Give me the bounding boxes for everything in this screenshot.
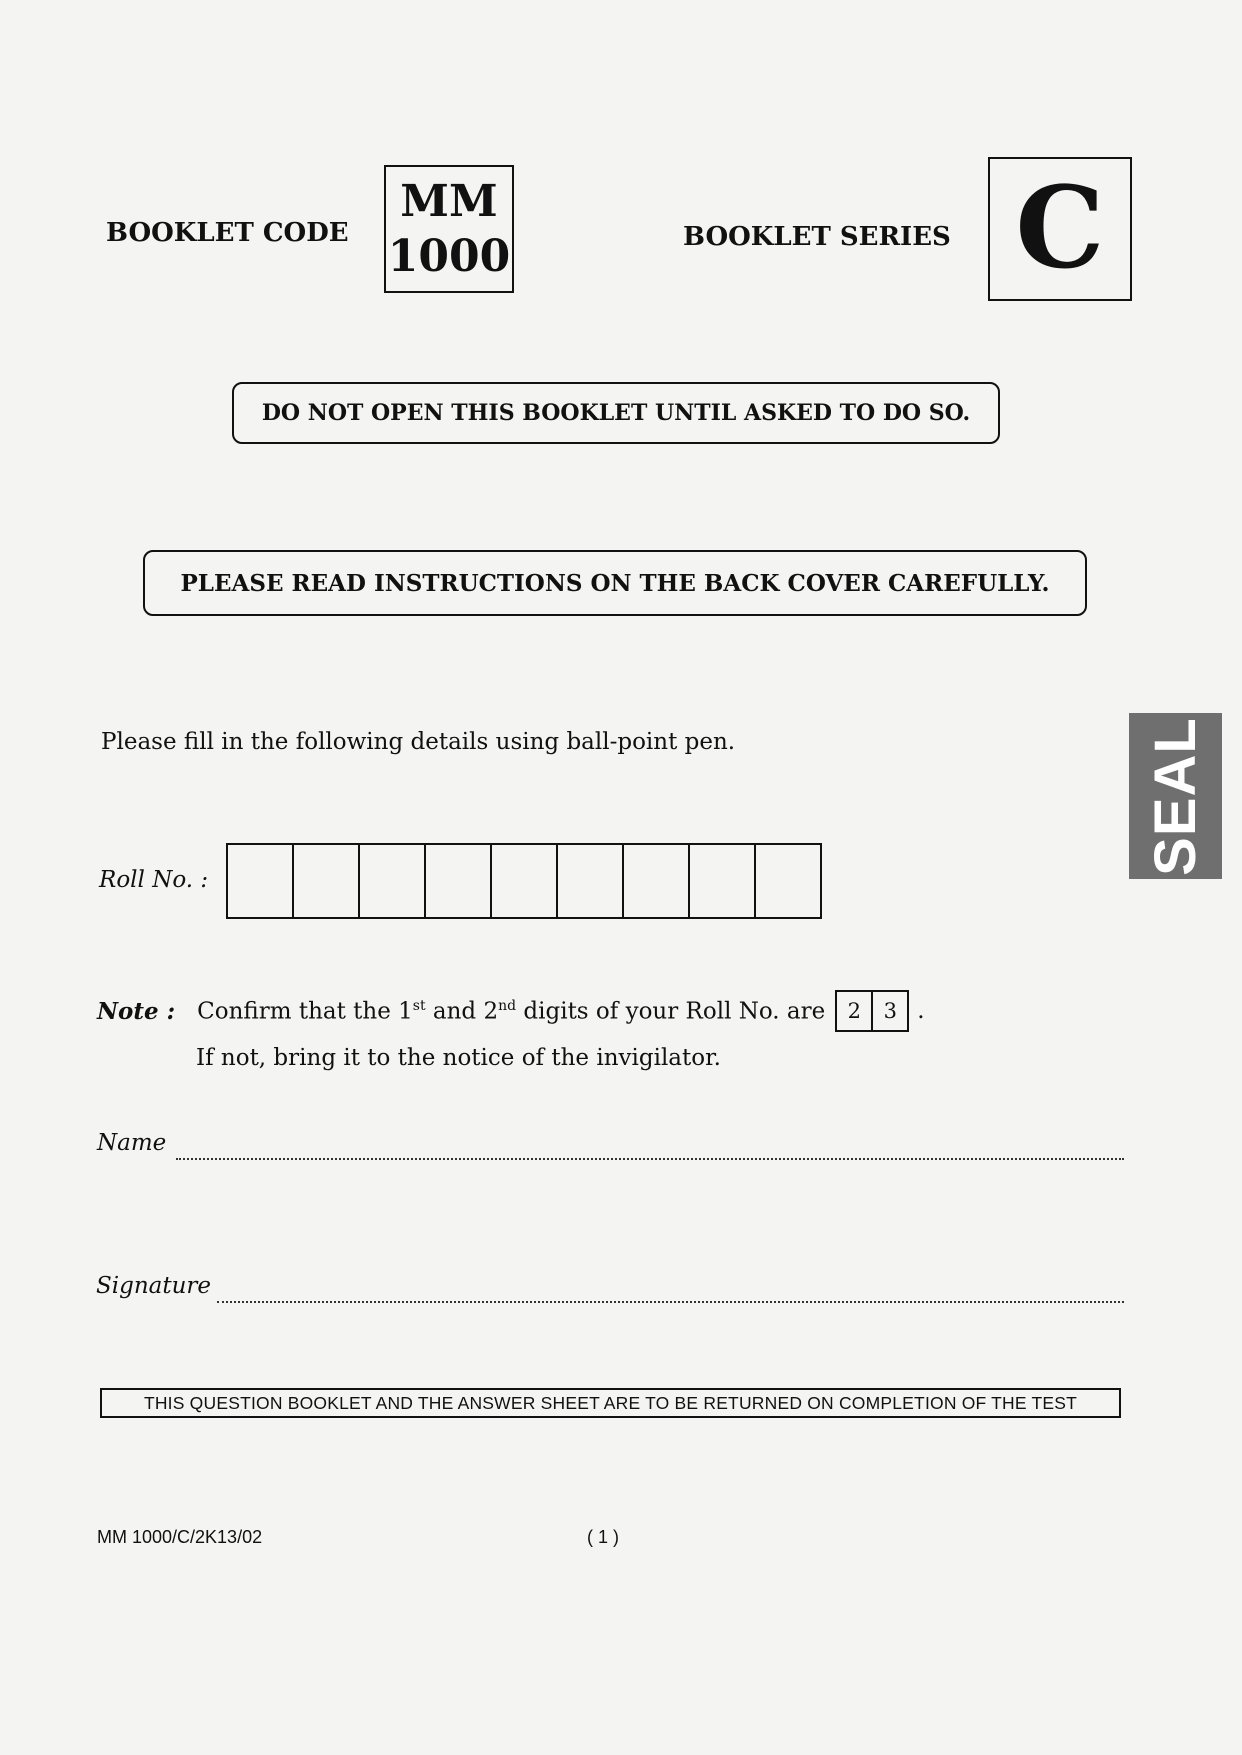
roll-number-box[interactable]	[622, 843, 690, 919]
roll-number-box[interactable]	[358, 843, 426, 919]
do-not-open-notice: DO NOT OPEN THIS BOOKLET UNTIL ASKED TO DO SO.	[232, 382, 1000, 444]
roll-number-label: Roll No. :	[99, 867, 209, 893]
note-label: Note :	[97, 997, 176, 1025]
note-period: .	[917, 998, 925, 1024]
fill-instruction: Please fill in the following details using ball-point pen.	[101, 729, 736, 755]
signature-field[interactable]	[217, 1301, 1124, 1303]
roll-digit-boxes	[835, 990, 909, 1032]
read-instructions-notice: PLEASE READ INSTRUCTIONS ON THE BACK COVER CAREFULLY.	[143, 550, 1087, 616]
roll-digit-box: 2	[835, 990, 873, 1032]
footer-page-number: ( 1 )	[587, 1527, 620, 1547]
roll-number-box[interactable]	[226, 843, 294, 919]
seal-text: SEAL	[1143, 716, 1208, 876]
signature-label: Signature	[96, 1273, 212, 1299]
booklet-code-line2: 1000	[387, 231, 511, 282]
booklet-series-label: BOOKLET SERIES	[683, 222, 951, 252]
roll-number-box[interactable]	[688, 843, 756, 919]
booklet-code-label: BOOKLET CODE	[106, 218, 349, 248]
return-booklet-banner: THIS QUESTION BOOKLET AND THE ANSWER SHEET ARE TO BE RETURNED ON COMPLETION OF THE TEST	[100, 1388, 1121, 1418]
booklet-code-box	[384, 165, 514, 293]
seal-tab	[1129, 713, 1222, 879]
roll-number-box[interactable]	[490, 843, 558, 919]
roll-number-boxes[interactable]	[226, 843, 822, 919]
roll-number-box[interactable]	[556, 843, 624, 919]
roll-number-box[interactable]	[292, 843, 360, 919]
roll-number-box[interactable]	[754, 843, 822, 919]
roll-digit-box: 3	[871, 990, 909, 1032]
note-line	[97, 990, 925, 1032]
note-text: Confirm that the 1st and 2nd digits of your Roll No. are	[197, 997, 826, 1025]
roll-number-box[interactable]	[424, 843, 492, 919]
booklet-series-box	[988, 157, 1132, 301]
invigilator-instruction: If not, bring it to the notice of the invigilator.	[196, 1045, 721, 1071]
booklet-code-line1: MM	[400, 176, 498, 227]
name-label: Name	[97, 1130, 167, 1156]
footer-booklet-code: MM 1000/C/2K13/02	[97, 1527, 263, 1547]
booklet-series-value: C	[1015, 163, 1105, 294]
name-field[interactable]	[176, 1158, 1124, 1160]
